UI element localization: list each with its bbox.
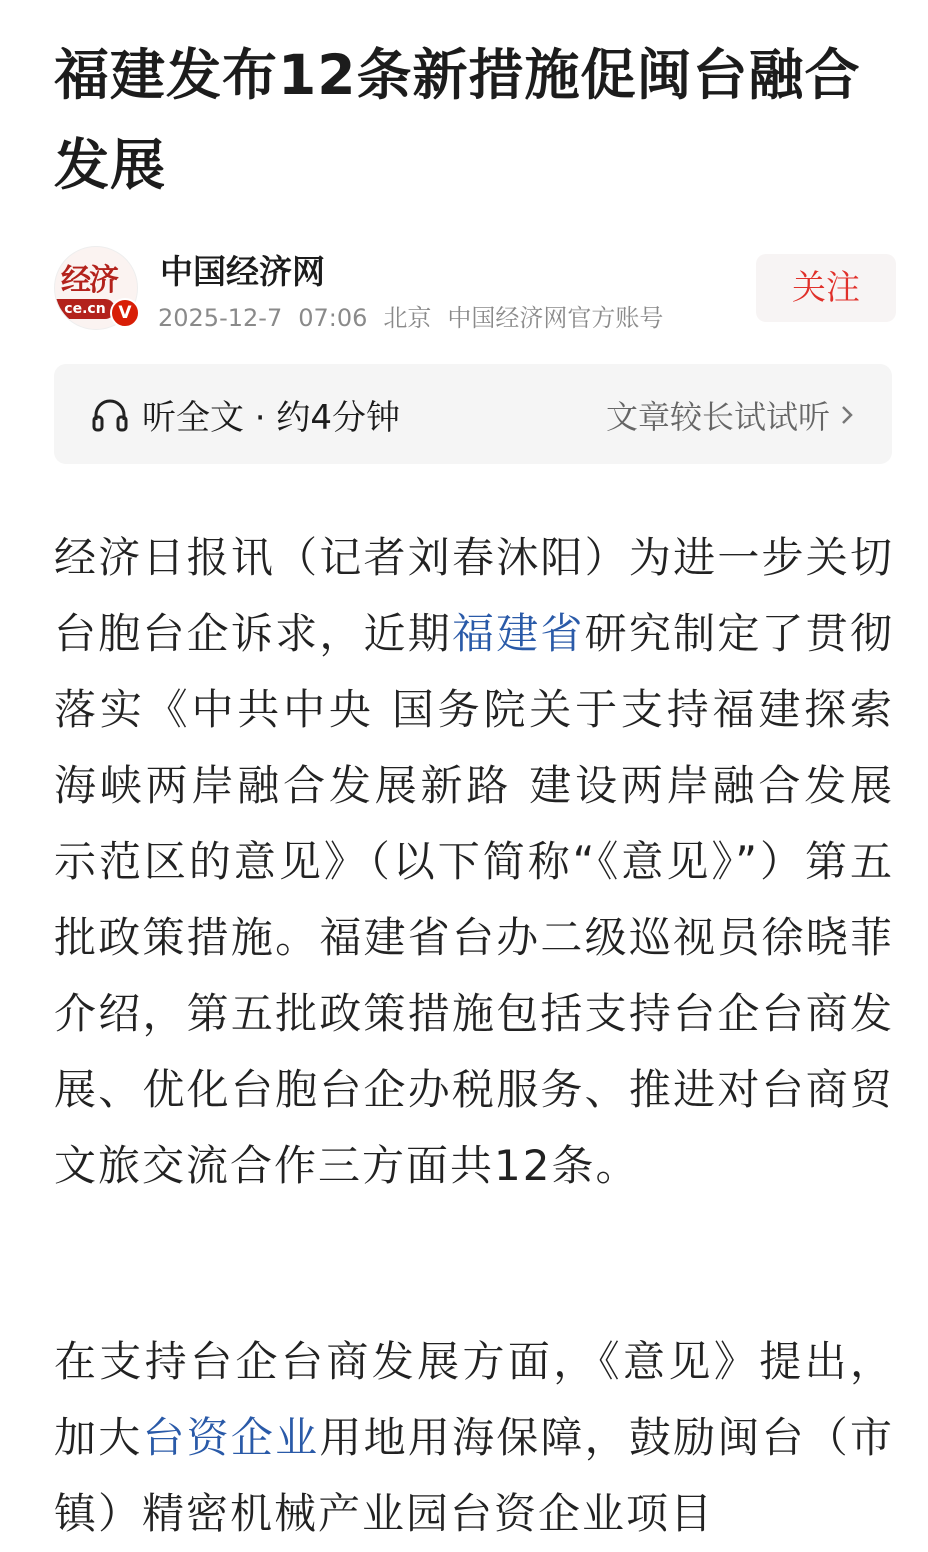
publish-location: 北京: [383, 304, 432, 332]
publish-time: 07:06: [298, 304, 368, 332]
chevron-right-icon: [840, 404, 854, 426]
author-name[interactable]: 中国经济网: [160, 252, 325, 291]
paragraph-text: 在支持台企台商发展方面，《意见》提出，加大: [54, 1337, 894, 1462]
article-paragraph: [54, 520, 894, 1204]
headphones-icon: [92, 398, 128, 432]
verified-icon: V: [110, 298, 140, 328]
article-paragraph: [54, 1324, 894, 1552]
author-meta: [158, 298, 679, 333]
listen-label: 听全文 · 约4分钟: [142, 398, 401, 438]
paragraph-text: 用地用海保障，鼓励闽台（市镇）精密机械产业园台资企业项目: [54, 1413, 894, 1538]
follow-button[interactable]: 关注: [756, 254, 896, 322]
author-row: [54, 246, 896, 336]
paragraph-text: 经济日报讯（记者刘春沐阳）为进一步关切台胞台企诉求，近期: [54, 533, 894, 658]
paragraph-text: 研究制定了贯彻落实《中共中央 国务院关于支持福建探索海峡两岸融合发展新路 建设两岸融合发展示范区的意见》（以下简称“《意见》”）第五批政策措施。福建省台办二级巡视员徐晓菲介绍，第五批政策措施包括支持台企台商发展、优化台胞台企办税服务、推进对台商贸文旅交流合作三方面共12条。: [54, 609, 894, 1190]
listen-hint: 文章较长试试听: [605, 398, 830, 436]
publish-date: 2025-12-7: [158, 304, 283, 332]
logo-band: ce.cn: [55, 299, 115, 319]
link-taiwan-enterprises[interactable]: 台资企业: [142, 1413, 320, 1462]
account-label: 中国经济网官方账号: [447, 304, 664, 332]
article-title: 福建发布12条新措施促闽台融合发展: [54, 43, 861, 197]
link-fujian[interactable]: 福建省: [451, 609, 585, 658]
logo-text: 经济: [61, 263, 117, 298]
listen-bar[interactable]: [54, 364, 892, 464]
